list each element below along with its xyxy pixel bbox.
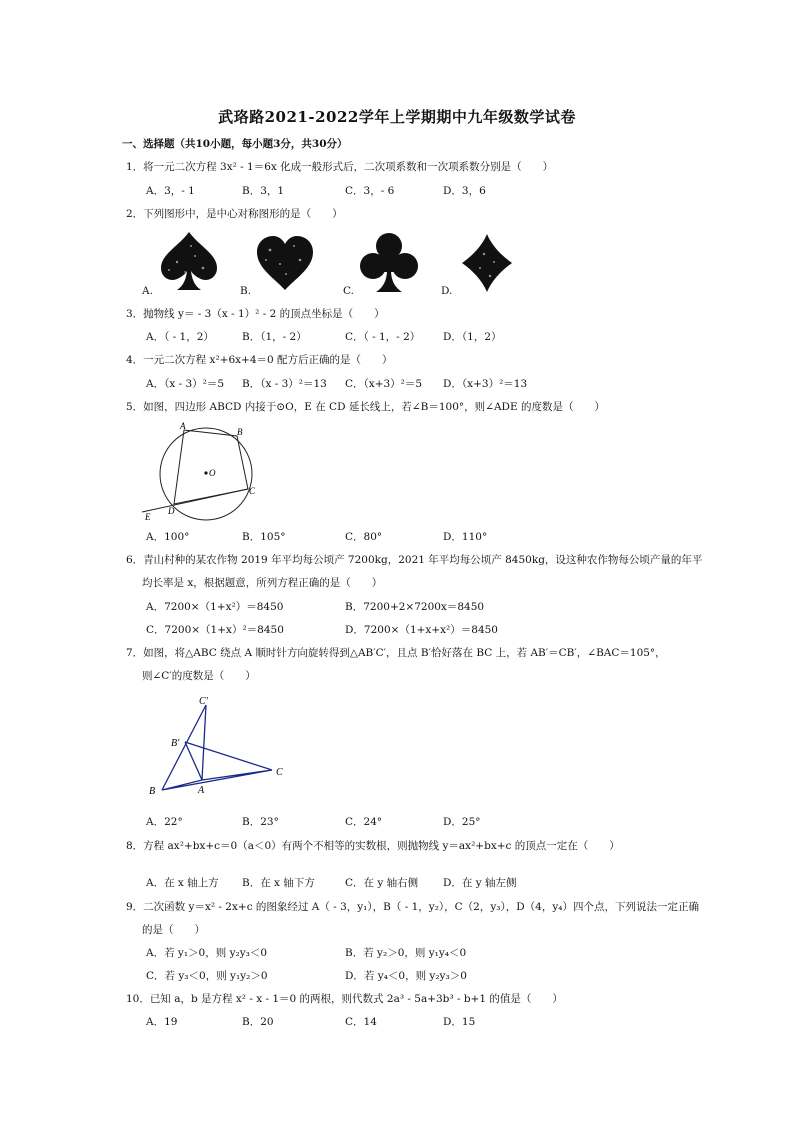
q7-option-a: A．22° bbox=[146, 816, 183, 828]
q3-option-a: A．（ - 1，2） bbox=[146, 331, 214, 343]
q9-option-c: C．若 y₃＜0，则 y₁y₂＞0 bbox=[146, 970, 268, 982]
label-a: A bbox=[180, 421, 186, 431]
q6-option-a: A．7200×（1+x²）＝8450 bbox=[146, 601, 284, 613]
label-c: C bbox=[276, 767, 283, 778]
q2-option-d: D. bbox=[441, 285, 453, 297]
q8-option-a: A．在 x 轴上方 bbox=[146, 877, 219, 889]
question-1-stem: 1．将一元二次方程 3x² - 1＝6x 化成一般形式后，二次项系数和一次项系数分别是（ ） bbox=[126, 161, 554, 173]
q2-option-a: A. bbox=[142, 285, 153, 297]
q10-option-c: C．14 bbox=[345, 1016, 377, 1028]
rotated-triangle-figure bbox=[145, 690, 295, 802]
q4-option-a: A．（x - 3）²＝5 bbox=[146, 378, 225, 390]
question-9-stem-line1: 9．二次函数 y＝x² - 2x+c 的图象经过 A（ - 3，y₁），B（ - 1，y₂），C（2，y₃），D（4，y₄）四个点，下列说法一定正确 bbox=[126, 901, 699, 913]
q5-option-a: A．100° bbox=[146, 531, 190, 543]
section-heading: 一、选择题（共10小题，每小题3分，共30分） bbox=[122, 138, 348, 150]
q1-option-d: D．3，6 bbox=[443, 185, 486, 197]
q4-option-c: C．（x+3）²＝5 bbox=[345, 378, 423, 390]
q6-option-b: B．7200+2×7200x＝8450 bbox=[345, 601, 485, 613]
q1-option-c: C．3，- 6 bbox=[345, 185, 395, 197]
question-6-stem-line1: 6．青山村种的某农作物 2019 年平均每公顷产 7200kg，2021 年平均每公顷产 8450kg，设这种农作物每公顷产量的年平 bbox=[126, 554, 703, 566]
question-4-stem: 4．一元二次方程 x²+6x+4＝0 配方后正确的是（ ） bbox=[126, 354, 393, 366]
page-title: 武珞路2021-2022学年上学期期中九年级数学试卷 bbox=[218, 108, 576, 126]
q1-option-a: A．3，- 1 bbox=[146, 185, 195, 197]
diamond-icon bbox=[460, 232, 514, 294]
question-7-stem-line1: 7．如图，将△ABC 绕点 A 顺时针方向旋转得到△AB′C′，且点 B′恰好落在 BC 上，若 AB′＝CB′，∠BAC＝105°， bbox=[126, 647, 666, 659]
q5-option-c: C．80° bbox=[345, 531, 383, 543]
q7-option-c: C．24° bbox=[345, 816, 383, 828]
label-b: B bbox=[149, 786, 156, 797]
spade-icon bbox=[155, 228, 223, 294]
label-o: O bbox=[209, 468, 216, 478]
q7-option-b: B．23° bbox=[242, 816, 279, 828]
label-b: B bbox=[237, 427, 243, 437]
q9-option-a: A．若 y₁＞0，则 y₂y₃＜0 bbox=[146, 947, 268, 959]
q6-option-c: C．7200×（1+x）²＝8450 bbox=[146, 624, 284, 636]
q2-option-b: B. bbox=[240, 285, 252, 297]
label-c: C bbox=[249, 486, 256, 496]
question-7-stem-line2: 则∠C′的度数是（ ） bbox=[142, 670, 256, 682]
question-8-stem: 8．方程 ax²+bx+c＝0（a＜0）有两个不相等的实数根，则抛物线 y＝ax²+bx+c 的顶点一定在（ ） bbox=[126, 840, 620, 852]
q10-option-d: D．15 bbox=[443, 1016, 476, 1028]
question-5-stem: 5．如图，四边形 ABCD 内接于⊙O，E 在 CD 延长线上，若∠B＝100°，则∠ADE 的度数是（ ） bbox=[126, 401, 605, 413]
club-icon bbox=[358, 230, 420, 294]
q5-option-b: B．105° bbox=[242, 531, 286, 543]
q4-option-d: D．（x+3）²＝13 bbox=[443, 378, 528, 390]
q4-option-b: B．（x - 3）²＝13 bbox=[242, 378, 327, 390]
q10-option-b: B．20 bbox=[242, 1016, 274, 1028]
label-d: D bbox=[168, 506, 175, 516]
question-9-stem-line2: 的是（ ） bbox=[142, 924, 205, 936]
q8-option-c: C．在 y 轴右侧 bbox=[345, 877, 419, 889]
q10-option-a: A．19 bbox=[146, 1016, 178, 1028]
q7-option-d: D．25° bbox=[443, 816, 481, 828]
circle-quadrilateral-figure bbox=[140, 420, 270, 525]
label-c-prime: C′ bbox=[199, 696, 208, 707]
question-2-stem: 2．下列图形中，是中心对称图形的是（ ） bbox=[126, 208, 343, 220]
label-a: A bbox=[198, 785, 205, 796]
q8-option-b: B．在 x 轴下方 bbox=[242, 877, 315, 889]
q3-option-d: D．（1，2） bbox=[443, 331, 502, 343]
question-6-stem-line2: 均长率是 x，根据题意，所列方程正确的是（ ） bbox=[142, 577, 383, 589]
label-e: E bbox=[145, 512, 151, 522]
q6-option-d: D．7200×（1+x+x²）＝8450 bbox=[345, 624, 498, 636]
q8-option-d: D．在 y 轴左侧 bbox=[443, 877, 517, 889]
q9-option-d: D．若 y₄＜0，则 y₂y₃＞0 bbox=[345, 970, 467, 982]
label-b-prime: B′ bbox=[171, 738, 180, 749]
q2-option-c: C. bbox=[343, 285, 354, 297]
question-3-stem: 3．抛物线 y＝ - 3（x - 1）² - 2 的顶点坐标是（ ） bbox=[126, 308, 385, 320]
heart-icon bbox=[254, 234, 316, 292]
q3-option-c: C．（ - 1，- 2） bbox=[345, 331, 421, 343]
question-10-stem: 10．已知 a，b 是方程 x² - x - 1＝0 的两根，则代数式 2a³ - 5a+3b³ - b+1 的值是（ ） bbox=[126, 993, 563, 1005]
q3-option-b: B．（1，- 2） bbox=[242, 331, 307, 343]
q5-option-d: D．110° bbox=[443, 531, 488, 543]
q9-option-b: B．若 y₂＞0，则 y₁y₄＜0 bbox=[345, 947, 467, 959]
q1-option-b: B．3，1 bbox=[242, 185, 285, 197]
